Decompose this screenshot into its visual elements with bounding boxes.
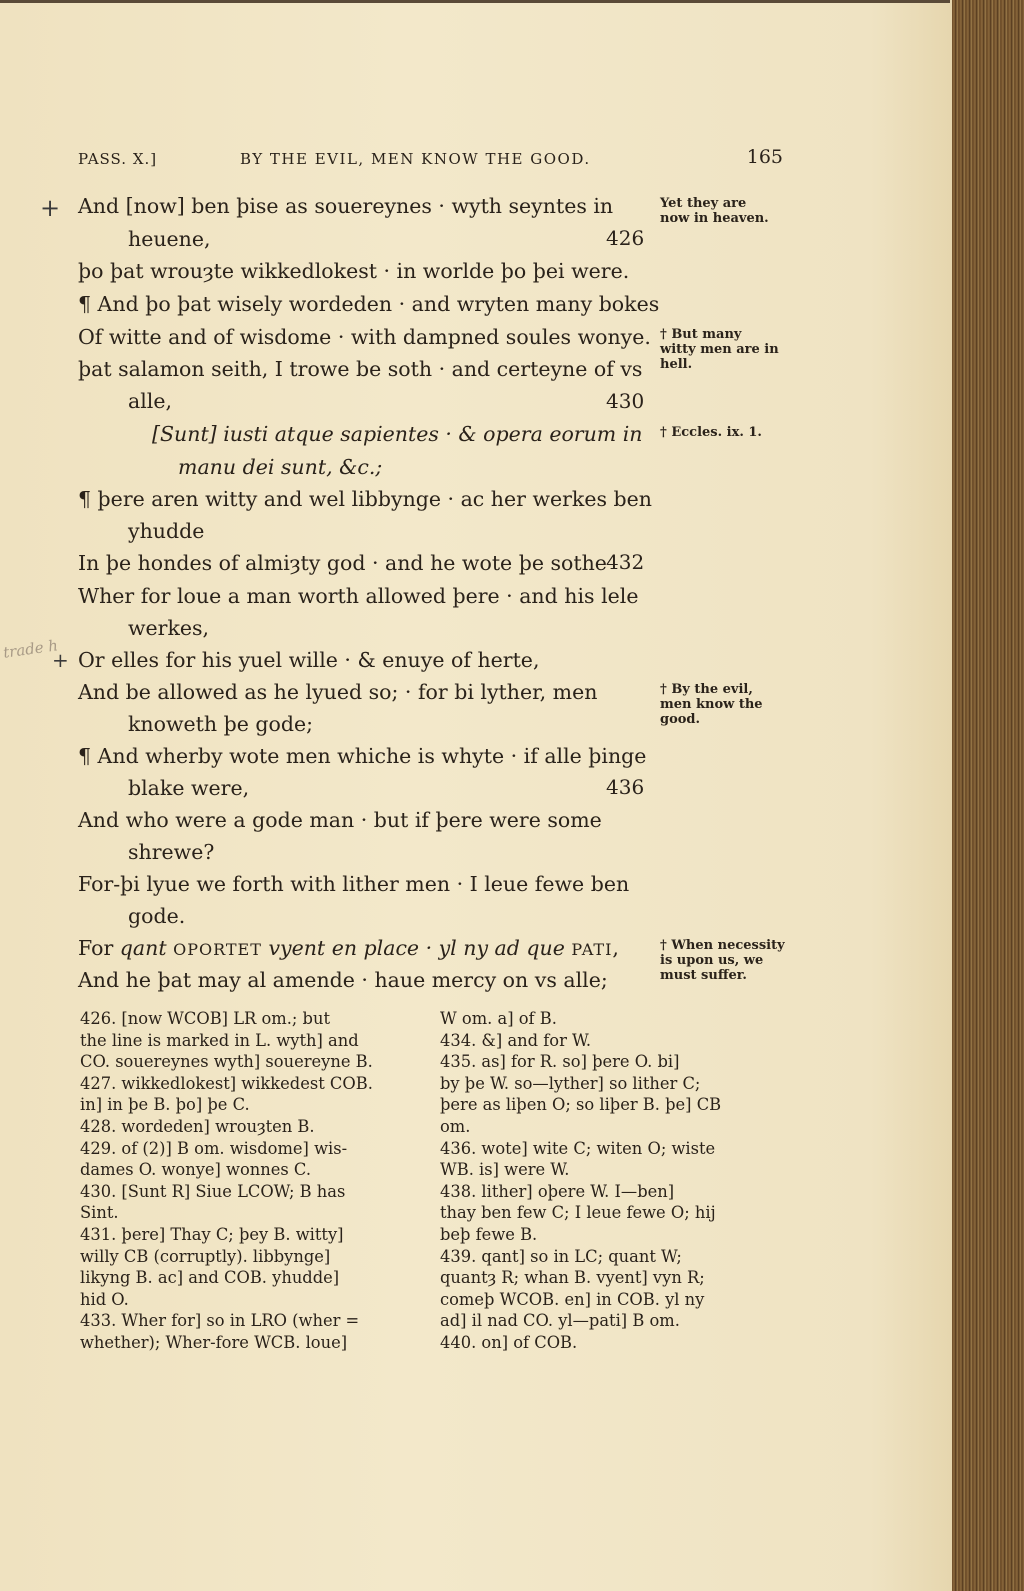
verse-line: Or elles for his yuel wille · & enuye of herte, <box>78 648 540 672</box>
footnote-line: W om. a] of B. <box>440 1009 557 1028</box>
footnote-line: ad] il nad CO. yl—pati] B om. <box>440 1311 680 1331</box>
verse-line: ¶ And þo þat wisely wordeden · and wryten many bokes <box>78 292 660 316</box>
footnote-line: thay ben few C; I leue fewe O; hij <box>440 1203 716 1223</box>
line-number: 426 <box>606 226 645 250</box>
footnote-line: whether); Wher-fore WCB. loue] <box>80 1332 348 1352</box>
footnote-line: 430. [Sunt R] Siue LCOW; B has <box>80 1181 346 1201</box>
verse-line: Of witte and of wisdome · with dampned soules wonye. <box>78 325 651 349</box>
footnote-line: quantȝ R; whan B. vyent] vyn R; <box>440 1268 705 1288</box>
line-number: 432 <box>606 550 645 574</box>
verse-line: ¶ And wherby wote men whiche is whyte · if alle þinge <box>78 744 647 768</box>
footnotes-right-column <box>440 1008 785 1354</box>
verse-line: werkes, <box>128 616 210 640</box>
footnote-line: WB. is] were W. <box>440 1160 570 1180</box>
footnote-line: þere as liþen O; so liþer B. þe] CB <box>440 1095 722 1115</box>
verse-line: gode. <box>128 904 186 928</box>
verse-line: shrewe? <box>128 840 215 864</box>
footnote-line: comeþ WCOB. en] in COB. yl ny <box>440 1289 705 1309</box>
side-note: † Eccles. ix. 1. <box>660 425 762 440</box>
footnote-line: 436. wote] wite C; witen O; wiste <box>440 1138 716 1158</box>
footnote-line: Sint. <box>80 1203 119 1223</box>
footnote-line: 427. wikkedlokest] wikkedest COB. <box>80 1073 373 1093</box>
verse-line: ¶ þere aren witty and wel libbynge · ac her werkes ben <box>78 487 652 511</box>
footnote-line: 440. on] of COB. <box>440 1332 578 1352</box>
top-rule <box>0 0 950 3</box>
verse-line: And be allowed as he lyued so; · for bi lyther, men <box>78 680 598 704</box>
verse-line: For-þi lyue we forth with lither men · I leue fewe ben <box>78 872 630 896</box>
footnote-line: likyng B. ac] and COB. yhudde] <box>80 1268 340 1288</box>
footnote-line: 434. &] and for W. <box>440 1030 592 1050</box>
page-number: 165 <box>746 146 783 168</box>
footnote-line: 428. wordeden] wrouȝten B. <box>80 1116 315 1136</box>
verse-line: heuene, <box>128 227 211 251</box>
verse-line: And [now] ben þise as souereynes · wyth seyntes in <box>78 194 614 218</box>
verse-line: þat salamon seith, I trowe be soth · and certeyne of vs <box>78 357 643 381</box>
footnote-line: willy CB (corruptly). libbynge] <box>80 1246 331 1266</box>
latin-verse-line: For qant OPORTET vyent en place · yl ny ad que PATI, <box>78 936 619 960</box>
footnote-line: in] in þe B. þo] þe C. <box>80 1095 250 1115</box>
footnote-line: 439. qant] so in LC; quant W; <box>440 1246 682 1266</box>
footnote-line: 438. lither] oþere W. I—ben] <box>440 1181 675 1201</box>
footnote-line: 429. of (2)] B om. wisdome] wis- <box>80 1138 348 1158</box>
verse-line: In þe hondes of almiȝty god · and he wote þe sothe <box>78 551 607 575</box>
footnote-line: om. <box>440 1116 471 1136</box>
side-note: Yet they are now in heaven. <box>660 196 769 226</box>
footnote-line: the line is marked in L. wyth] and <box>80 1030 359 1050</box>
footnote-line: 431. þere] Thay C; þey B. witty] <box>80 1224 344 1244</box>
footnote-line: 426. [now WCOB] LR om.; but <box>80 1009 330 1028</box>
verse-line: knoweth þe gode; <box>128 712 314 736</box>
side-note: † By the evil, men know the good. <box>660 682 763 727</box>
verse-line: alle, <box>128 389 172 413</box>
margin-cross-mark: + <box>40 194 61 222</box>
verse-line: blake were, <box>128 776 250 800</box>
pencil-annotation: trade h <box>2 636 60 662</box>
header-passus: PASS. X.] <box>78 150 158 168</box>
footnote-line: dames O. wonye] wonnes C. <box>80 1160 311 1180</box>
margin-cross-mark: + <box>52 648 69 672</box>
footnote-line: 433. Wher for] so in LRO (wher = <box>80 1311 360 1331</box>
running-header <box>78 146 783 170</box>
footnotes-left-column <box>80 1008 420 1354</box>
verse-line: And he þat may al amende · haue mercy on vs alle; <box>78 968 608 992</box>
line-number: 436 <box>606 775 645 799</box>
line-number: 430 <box>606 389 645 413</box>
footnote-line: 435. as] for R. so] þere O. bi] <box>440 1052 680 1072</box>
side-note: † When necessity is upon us, we must suffer. <box>660 938 785 983</box>
footnote-line: CO. souereynes wyth] souereyne B. <box>80 1052 373 1072</box>
footnote-line: beþ fewe B. <box>440 1224 538 1244</box>
verse-line: Wher for loue a man worth allowed þere · and his lele <box>78 584 639 608</box>
verse-line: And who were a gode man · but if þere were some <box>78 808 602 832</box>
latin-verse-line: manu dei sunt, &c.; <box>178 455 383 479</box>
header-title: BY THE EVIL, MEN KNOW THE GOOD. <box>240 150 591 168</box>
latin-verse-line: [Sunt] iusti atque sapientes · & opera eorum in <box>152 422 643 446</box>
page-edge-stack <box>952 0 1024 1591</box>
verse-line: yhudde <box>128 519 205 543</box>
footnote-line: by þe W. so—lyther] so lither C; <box>440 1073 701 1093</box>
verse-line: þo þat wrouȝte wikkedlokest · in worlde þo þei were. <box>78 259 630 283</box>
footnote-line: hid O. <box>80 1289 129 1309</box>
side-note: † But many witty men are in hell. <box>660 327 779 372</box>
